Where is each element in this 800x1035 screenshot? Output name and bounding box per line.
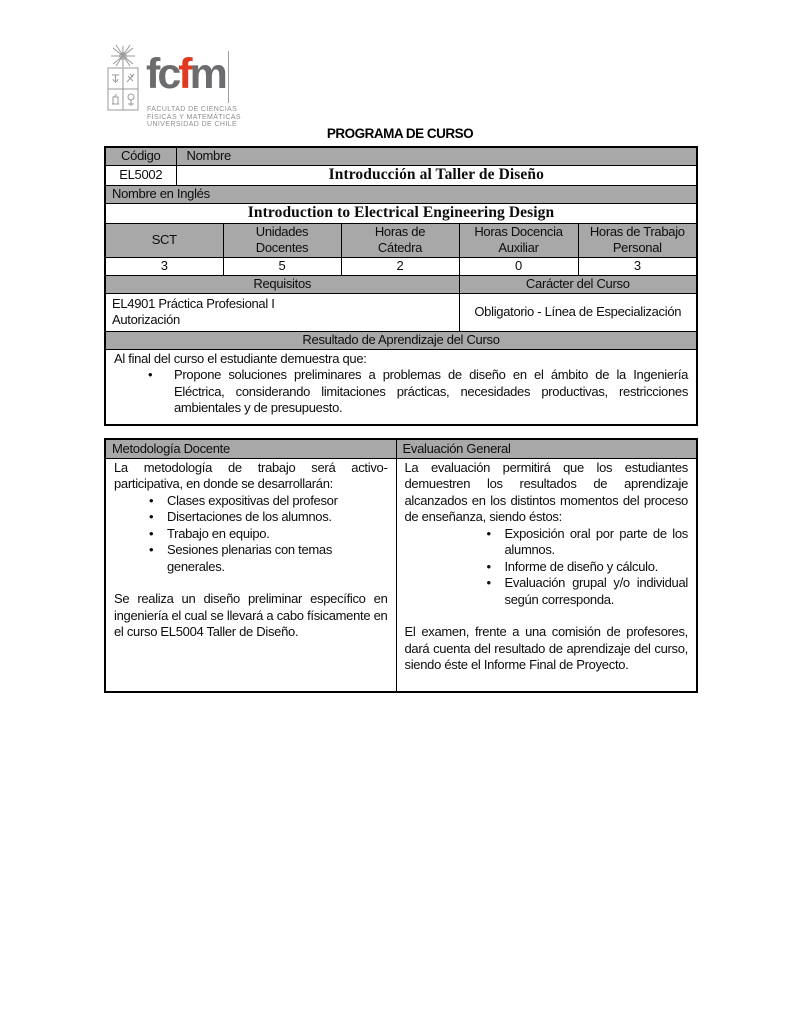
- fcfm-wordmark: [146, 48, 225, 106]
- logo-caption-line2: FÍSICAS Y MATEMÁTICAS: [147, 113, 241, 121]
- hda-header-line1: Horas Docencia: [474, 224, 563, 239]
- horas-catedra-header: [341, 223, 459, 257]
- resultado-aprendizaje-header: Resultado de Aprendizaje del Curso: [105, 331, 697, 349]
- codigo-value: EL5002: [105, 165, 176, 185]
- ud-header-line1: Unidades: [255, 224, 309, 239]
- horas-trabajo-personal-header: [578, 223, 697, 257]
- course-info-table: [104, 146, 698, 426]
- resultado-bullet-list: [114, 367, 688, 417]
- fcfm-logo: [104, 44, 304, 128]
- metodologia-bullet-item: • Trabajo en equipo.: [114, 526, 388, 543]
- sct-value: 3: [105, 257, 223, 275]
- hda-header-line2: Auxiliar: [498, 240, 539, 255]
- method-eval-table: [104, 438, 698, 693]
- nombre-ingles-header: Nombre en Inglés: [105, 185, 697, 203]
- course-name-es: Introducción al Taller de Diseño: [176, 165, 697, 185]
- logo-caption-line3: UNIVERSIDAD DE CHILE: [147, 121, 238, 128]
- resultado-aprendizaje-content: [105, 349, 697, 425]
- metodologia-bullet-item: • Disertaciones de los alumnos.: [114, 509, 388, 526]
- evaluacion-intro: La evaluación permitirá que los estudiantes demuestren los resultados de aprendizaje alcanzados en los distintos momentos del proceso de enseñanza, siendo éstos:: [404, 459, 688, 524]
- metodologia-bullet-item: • Clases expositivas del profesor: [114, 493, 388, 510]
- unidades-docentes-value: 5: [223, 257, 341, 275]
- evaluacion-bullet-item: • Informe de diseño y cálculo.: [405, 559, 689, 576]
- evaluacion-general-content: [396, 458, 697, 692]
- horas-docencia-aux-header: [459, 223, 578, 257]
- metodologia-bullet-item: • Sesiones plenarias con temas generales.: [114, 542, 388, 575]
- metodologia-closing: Se realiza un diseño preliminar específico en ingeniería el cual se llevará a cabo físicamente en el curso EL5004 Taller de Diseño.: [114, 591, 388, 639]
- page-title: PROGRAMA DE CURSO: [326, 126, 474, 141]
- resultado-intro: Al final del curso el estudiante demuestra que:: [114, 350, 367, 366]
- fcfm-letter-c: c: [157, 50, 179, 98]
- ud-header-line2: Docentes: [255, 240, 309, 255]
- evaluacion-bullet-item: • Exposición oral por parte de los alumnos.: [405, 526, 689, 559]
- requisitos-header: Requisitos: [105, 275, 459, 293]
- fcfm-letter-f2-red: f: [178, 50, 190, 98]
- htp-header-line2: Personal: [612, 240, 662, 255]
- requisitos-line1: EL4901 Práctica Profesional I: [112, 295, 275, 311]
- logo-caption-line1: FACULTAD DE CIENCIAS: [147, 106, 238, 113]
- course-name-en: Introduction to Electrical Engineering Design: [105, 203, 697, 223]
- caracter-curso-value: Obligatorio - Línea de Especialización: [459, 293, 697, 331]
- sct-header: [105, 223, 223, 257]
- evaluacion-general-header: Evaluación General: [396, 439, 697, 458]
- horas-catedra-value: 2: [341, 257, 459, 275]
- caracter-curso-header: Carácter del Curso: [459, 275, 697, 293]
- codigo-header: Código: [105, 147, 176, 165]
- fcfm-letter-m: m: [189, 50, 225, 98]
- horas-trabajo-personal-value: 3: [578, 257, 697, 275]
- metodologia-docente-content: [105, 458, 396, 692]
- evaluacion-closing: El examen, frente a una comisión de profesores, dará cuenta del resultado de aprendizaje del curso, siendo éste el Informe Final de Proyecto.: [404, 624, 688, 672]
- sct-header-line1: SCT: [151, 232, 177, 247]
- htp-header-line1: Horas de Trabajo: [589, 224, 685, 239]
- resultado-bullet-item: • Propone soluciones preliminares a problemas de diseño en el ámbito de la Ingeniería Eléctrica, considerando limitaciones prácticas, necesidades productivas, restricciones ambientales y de presupuesto.: [114, 367, 688, 417]
- requisitos-line2: Autorización: [112, 312, 180, 327]
- metodologia-bullet-list: [114, 493, 388, 576]
- metodologia-docente-header: Metodología Docente: [105, 439, 396, 458]
- unidades-docentes-header: [223, 223, 341, 257]
- evaluacion-bullet-list: [405, 526, 689, 609]
- fcfm-letter-f1: f: [146, 50, 158, 98]
- evaluacion-bullet-item: • Evaluación grupal y/o individual según corresponda.: [405, 575, 689, 608]
- university-crest-icon: [104, 44, 142, 112]
- horas-docencia-aux-value: 0: [459, 257, 578, 275]
- logo-divider: [228, 51, 229, 103]
- metodologia-intro: La metodología de trabajo será activo-participativa, en donde se desarrollarán:: [114, 459, 388, 491]
- hc-header-line1: Horas de: [374, 224, 426, 239]
- nombre-header: Nombre: [176, 147, 697, 165]
- requisitos-value: [105, 293, 459, 331]
- hc-header-line2: Cátedra: [377, 240, 423, 255]
